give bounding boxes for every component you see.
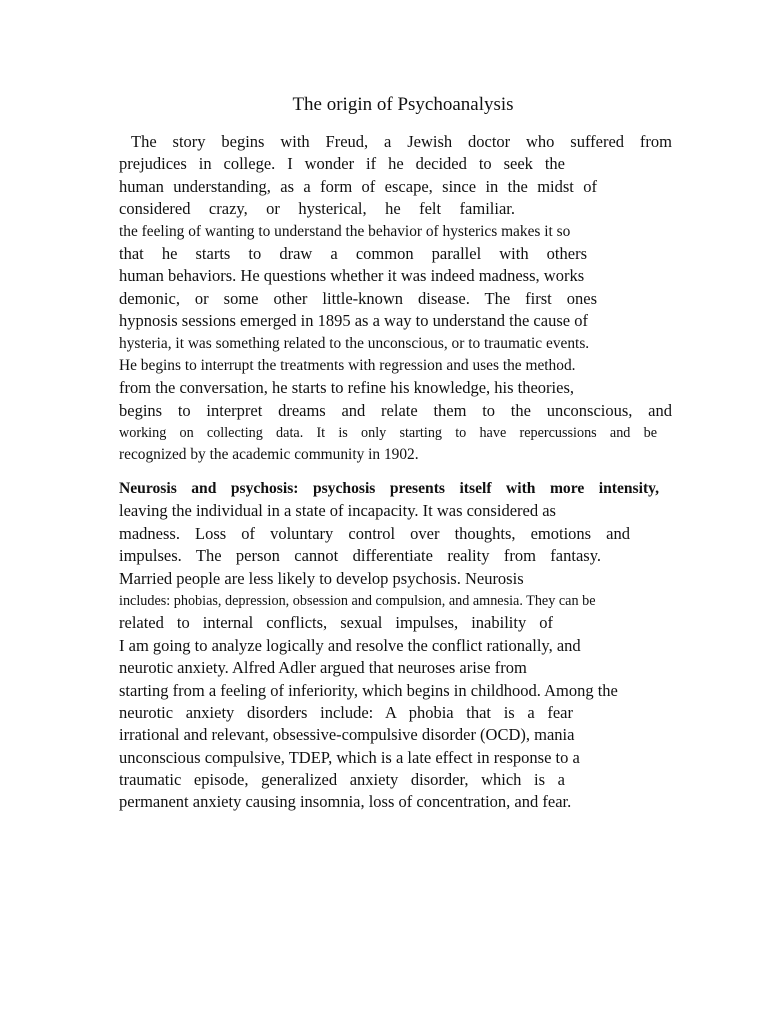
paragraph-line: working on collecting data. It is only starting to have repercussions and be xyxy=(119,425,657,442)
paragraph-line: includes: phobias, depression, obsession and compulsion, and amnesia. They can be xyxy=(119,592,596,609)
paragraph-line: human understanding, as a form of escape, since in the midst of xyxy=(119,176,597,196)
paragraph-line: human behaviors. He questions whether it was indeed madness, works xyxy=(119,266,585,286)
paragraph-line: hysteria, it was something related to the unconscious, or to traumatic events. xyxy=(119,334,590,352)
paragraph-line: considered crazy, or hysterical, he felt familiar. xyxy=(119,199,515,219)
paragraph-line: neurotic anxiety disorders include: A phobia that is a fear xyxy=(119,702,573,722)
paragraph-line: Neurosis and psychosis: psychosis presents itself with more intensity, xyxy=(119,480,659,497)
paragraph-line: traumatic episode, generalized anxiety disorder, which is a xyxy=(119,770,565,790)
paragraph-line: that he starts to draw a common parallel with others xyxy=(119,243,587,263)
paragraph-line: recognized by the academic community in 1902. xyxy=(119,446,419,464)
paragraph-neurosis xyxy=(119,478,672,814)
paragraph-line: starting from a feeling of inferiority, which begins in childhood. Among the xyxy=(119,680,618,700)
paragraph-line: prejudices in college. I wonder if he decided to seek the xyxy=(119,154,565,174)
paragraph-line: hypnosis sessions emerged in 1895 as a way to understand the cause of xyxy=(119,311,588,331)
paragraph-line: leaving the individual in a state of incapacity. It was considered as xyxy=(119,501,556,521)
document-title: The origin of Psychoanalysis xyxy=(292,94,514,115)
paragraph-line: the feeling of wanting to understand the behavior of hysterics makes it so xyxy=(119,222,571,240)
paragraph-line: from the conversation, he starts to refine his knowledge, his theories, xyxy=(119,378,575,398)
paragraph-origin xyxy=(119,131,672,467)
paragraph-line: irrational and relevant, obsessive-compulsive disorder (OCD), mania xyxy=(119,725,575,745)
paragraph-line: The story begins with Freud, a Jewish doctor who suffered from xyxy=(131,132,672,151)
paragraph-line: unconscious compulsive, TDEP, which is a late effect in response to a xyxy=(119,747,580,767)
paragraph-line: impulses. The person cannot differentiate reality from fantasy. xyxy=(119,546,601,566)
paragraph-line: I am going to analyze logically and resolve the conflict rationally, and xyxy=(119,635,581,655)
paragraph-line: demonic, or some other little-known disease. The first ones xyxy=(119,288,597,308)
paragraph-line: He begins to interrupt the treatments with regression and uses the method. xyxy=(119,356,576,374)
paragraph-line: madness. Loss of voluntary control over thoughts, emotions and xyxy=(119,523,630,543)
paragraph-line: neurotic anxiety. Alfred Adler argued that neuroses arise from xyxy=(119,658,527,678)
paragraph-line: begins to interpret dreams and relate them to the unconscious, and xyxy=(119,400,672,420)
paragraph-line: permanent anxiety causing insomnia, loss of concentration, and fear. xyxy=(119,792,572,812)
paragraph-line: related to internal conflicts, sexual impulses, inability of xyxy=(119,613,553,633)
paragraph-line: Married people are less likely to develop psychosis. Neurosis xyxy=(119,568,524,588)
